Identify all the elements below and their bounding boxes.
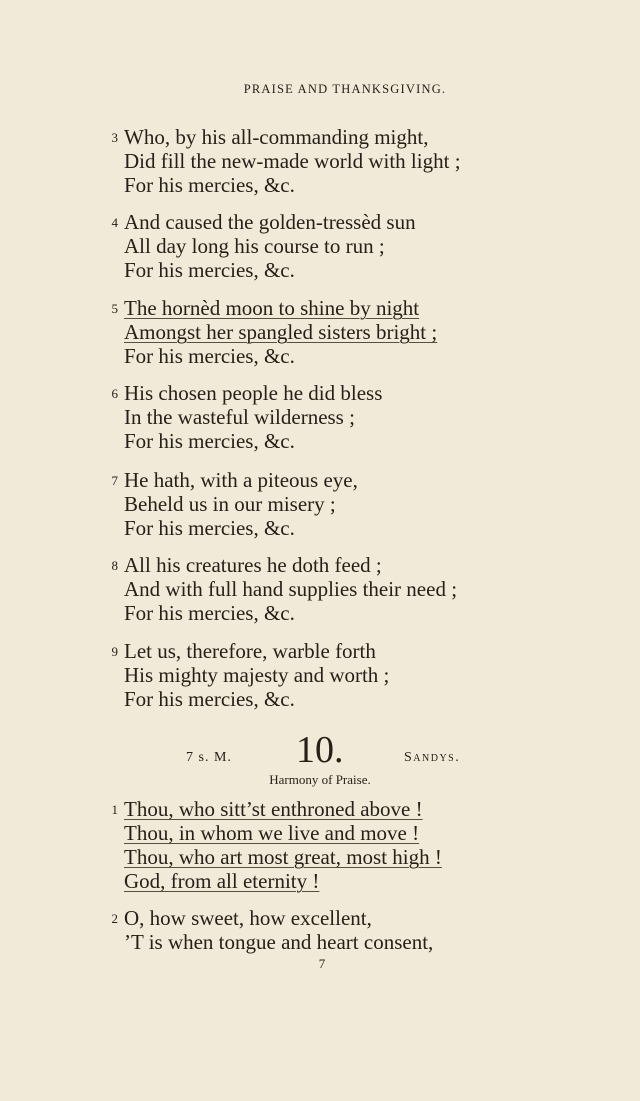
- hymn-meter: 7 s. M.: [186, 750, 232, 765]
- verse-line: Thou, who art most great, most high !: [124, 845, 442, 869]
- verse-line: Thou, who sitt’st enthroned above !: [124, 797, 423, 821]
- refrain-line: For his mercies, &c.: [124, 173, 295, 197]
- refrain-line: For his mercies, &c.: [124, 258, 295, 282]
- stanza-3: [104, 125, 544, 197]
- verse-line: And with full hand supplies their need ;: [124, 577, 458, 601]
- verse-line: All his creatures he doth feed ;: [124, 553, 382, 577]
- verse-line: ’T is when tongue and heart consent,: [124, 930, 434, 954]
- verse-line: Who, by his all-commanding might,: [124, 125, 429, 149]
- stanza-5: [104, 296, 544, 368]
- stanza-number: 4: [111, 215, 118, 230]
- stanza-number: 2: [111, 911, 118, 926]
- hymn-subtitle: Harmony of Praise.: [269, 772, 371, 787]
- stanza-number: 1: [111, 802, 118, 817]
- page-number: 7: [318, 956, 326, 971]
- refrain-line: For his mercies, &c.: [124, 687, 295, 711]
- verse-line: Amongst her spangled sisters bright ;: [124, 320, 438, 344]
- verse-line: The hornèd moon to shine by night: [124, 296, 420, 320]
- stanza-4: [104, 210, 544, 282]
- stanza-number: 8: [111, 558, 118, 573]
- hymn-heading: [0, 730, 640, 770]
- verse-line: O, how sweet, how excellent,: [124, 906, 372, 930]
- verse-line: Let us, therefore, warble forth: [124, 639, 376, 663]
- refrain-line: For his mercies, &c.: [124, 429, 295, 453]
- hymn-number: 10.: [296, 729, 344, 771]
- stanza-number: 7: [111, 473, 118, 488]
- stanza-9: [104, 639, 544, 711]
- verse-line: In the wasteful wilderness ;: [124, 405, 355, 429]
- verse-line: Thou, in whom we live and move !: [124, 821, 420, 845]
- verse-line: He hath, with a piteous eye,: [124, 468, 358, 492]
- stanza-number: 5: [111, 301, 118, 316]
- verse-line: And caused the golden-tressèd sun: [124, 210, 416, 234]
- verse-line: God, from all eternity !: [124, 869, 320, 893]
- stanza-number: 6: [111, 386, 118, 401]
- verse-line: Beheld us in our misery ;: [124, 492, 336, 516]
- running-head: PRAISE AND THANKSGIVING.: [243, 82, 447, 96]
- refrain-line: For his mercies, &c.: [124, 601, 295, 625]
- verse-line: His chosen people he did bless: [124, 381, 383, 405]
- verse-line: All day long his course to run ;: [124, 234, 385, 258]
- hymn10-stanza-1: [104, 797, 544, 893]
- verse-line: Did fill the new-made world with light ;: [124, 149, 461, 173]
- stanza-number: 3: [111, 130, 118, 145]
- hymn-author: Sandys.: [404, 750, 461, 765]
- verse-line: His mighty majesty and worth ;: [124, 663, 390, 687]
- hymn10-stanza-2: [104, 906, 544, 954]
- stanza-number: 9: [111, 644, 118, 659]
- stanza-6: [104, 381, 544, 453]
- refrain-line: For his mercies, &c.: [124, 344, 295, 368]
- stanza-7: [104, 468, 544, 540]
- refrain-line: For his mercies, &c.: [124, 516, 295, 540]
- stanza-8: [104, 553, 544, 625]
